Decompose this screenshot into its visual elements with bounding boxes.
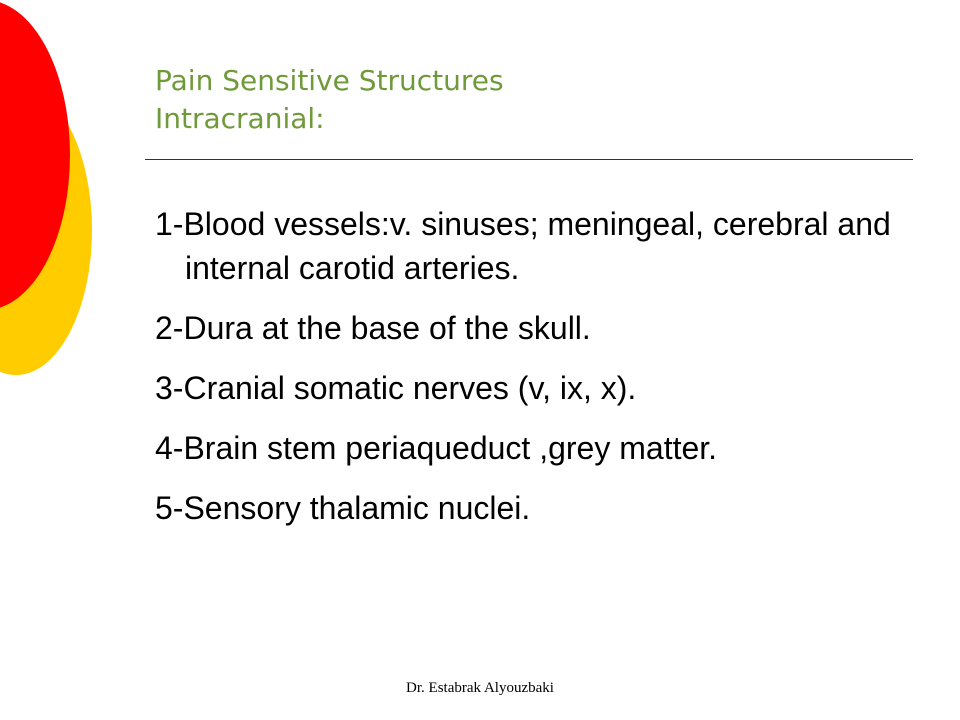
title-divider <box>145 159 913 160</box>
title-line-1: Pain Sensitive Structures <box>155 64 504 97</box>
footer-author: Dr. Estabrak Alyouzbaki <box>406 680 554 696</box>
list-item-cranial-nerves: 3-Cranial somatic nerves (v, ix, x). <box>155 370 637 406</box>
list-item-brain-stem: 4-Brain stem periaqueduct ,grey matter. <box>155 430 718 466</box>
content-list <box>155 202 915 546</box>
list-item-thalamic-nuclei: 5-Sensory thalamic nuclei. <box>155 490 531 526</box>
slide-title <box>155 62 895 138</box>
list-item-blood-vessels: 1-Blood vessels:v. sinuses; meningeal, cerebral and internal carotid arteries. <box>155 206 891 286</box>
list-item-dura: 2-Dura at the base of the skull. <box>155 310 591 346</box>
title-line-2: Intracranial: <box>155 102 325 135</box>
